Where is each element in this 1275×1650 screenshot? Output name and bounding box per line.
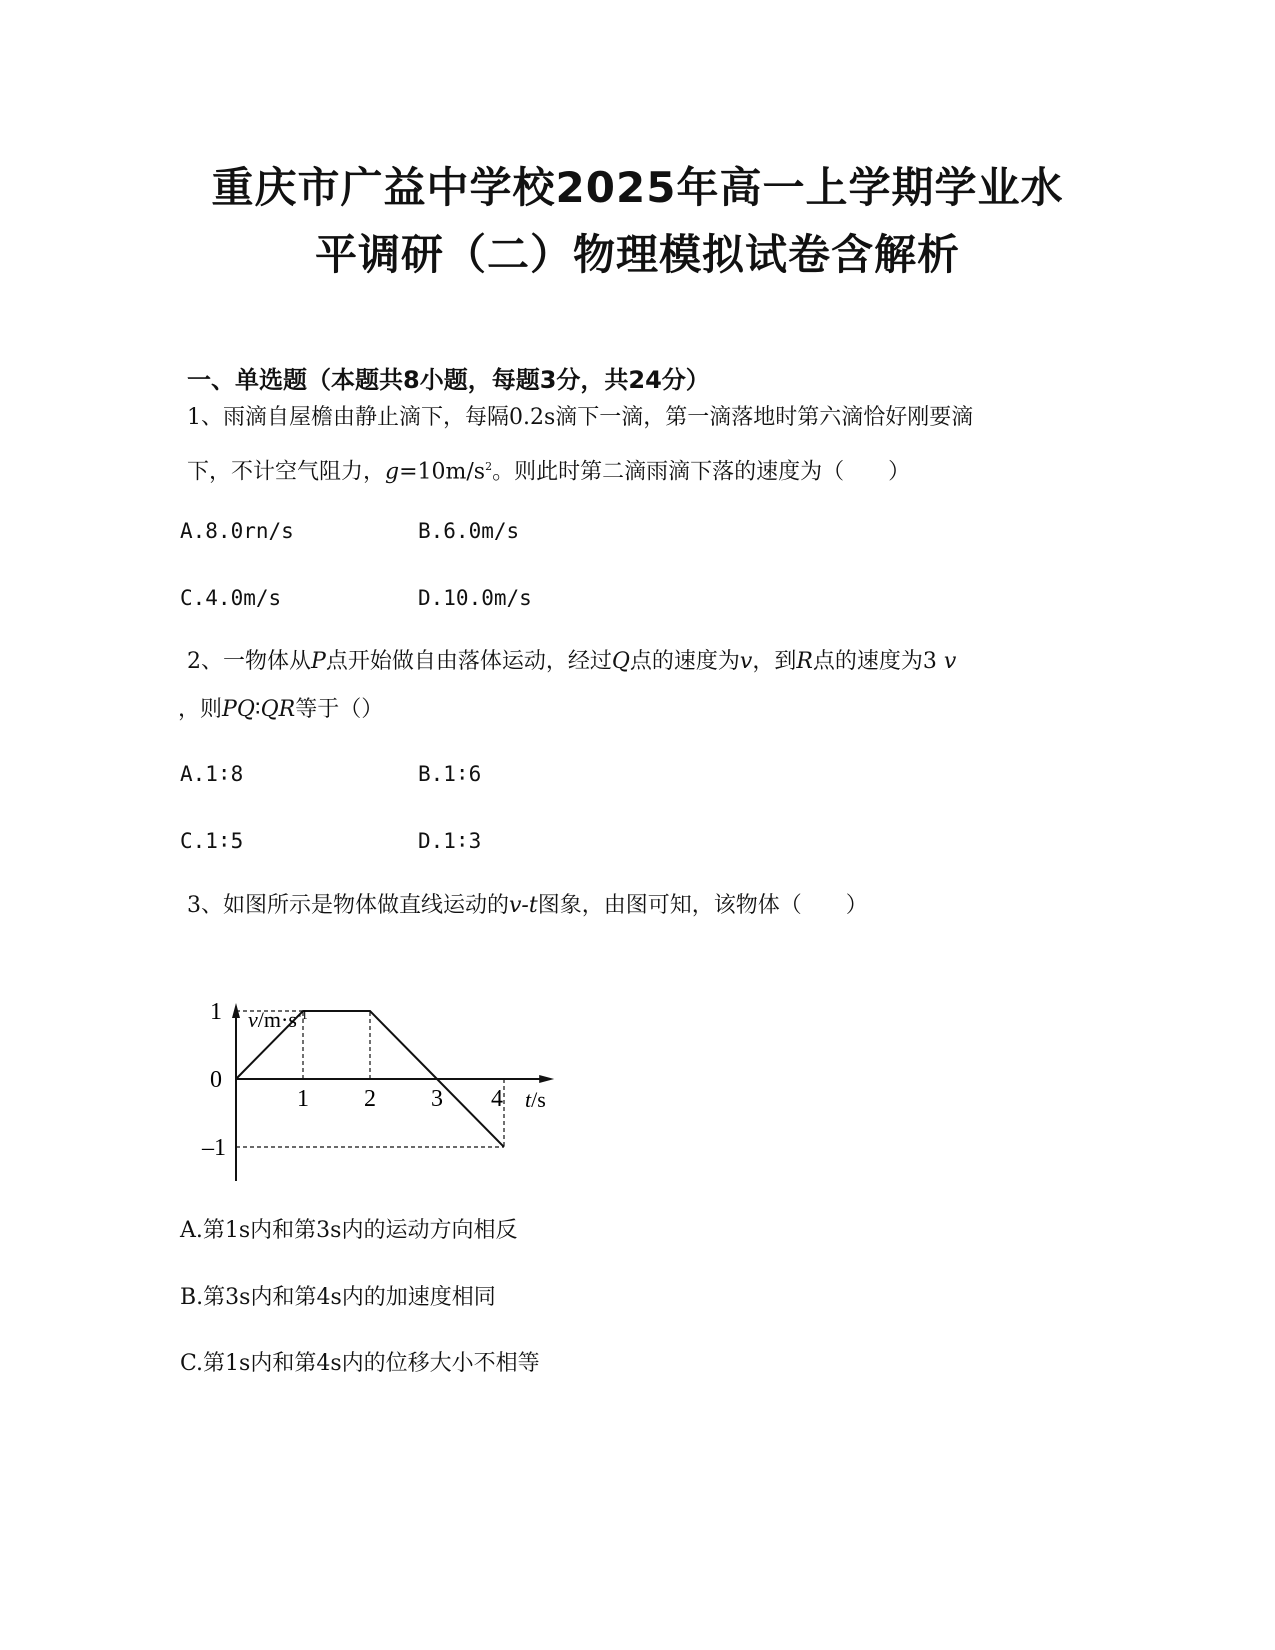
y-tick-label-1: 0 [210,1067,222,1093]
q1-option-a: A.8.0rn/s [180,519,294,543]
section-heading: 一、单选题（本题共8小题，每题3分，共24分） [187,366,710,394]
question-2-line-2: ，则PQ∶QR等于（） [178,697,384,722]
x-axis-arrow [539,1075,554,1083]
question-2-line-1: 2、一物体从P点开始做自由落体运动，经过Q点的速度为v，到R点的速度为3 v [187,649,957,674]
q1-option-b: B.6.0m/s [418,519,520,543]
question-3-stem: 3、如图所示是物体做直线运动的v-t图象，由图可知，该物体（ ） [187,893,868,918]
question-1-line-2: 下，不计空气阻力，$g=10m/s^2$。则此时第二滴雨滴下落的速度为（ ） [187,459,911,485]
q3-option-b: B.第3s内和第4s内的加速度相同 [180,1285,496,1310]
y-tick-label-0: 1 [210,999,222,1025]
x-axis-label: t/s [525,1087,546,1112]
x-tick-label-4: 4 [491,1086,503,1112]
x-tick-label-2: 2 [364,1086,376,1112]
q3-option-c: C.第1s内和第4s内的位移大小不相等 [180,1351,540,1376]
q1-option-d: D.10.0m/s [418,586,532,610]
q2-option-d: D.1∶3 [418,829,482,853]
x-tick-label-3: 3 [431,1086,443,1112]
q2-option-c: C.1∶5 [180,829,244,853]
question-1-line-1: 1、雨滴自屋檐由静止滴下，每隔0.2s滴下一滴，第一滴落地时第六滴恰好刚要滴 [187,405,974,430]
y-tick-label-2: –1 [202,1135,226,1161]
q3-option-a: A.第1s内和第3s内的运动方向相反 [180,1218,518,1243]
y-axis-label: $v/m\cdot s^{-1}$ [248,1007,308,1032]
page-title-line-2: 平调研（二）物理模拟试卷含解析 [314,230,960,279]
x-tick-label-1: 1 [297,1086,309,1112]
q1-option-c: C.4.0m/s [180,586,282,610]
q2-option-b: B.1∶6 [418,762,482,786]
vt-graph [190,995,590,1245]
page-title-line-1: 重庆市广益中学校2025年高一上学期学业水 [211,163,1064,212]
q2-option-a: A.1∶8 [180,762,244,786]
